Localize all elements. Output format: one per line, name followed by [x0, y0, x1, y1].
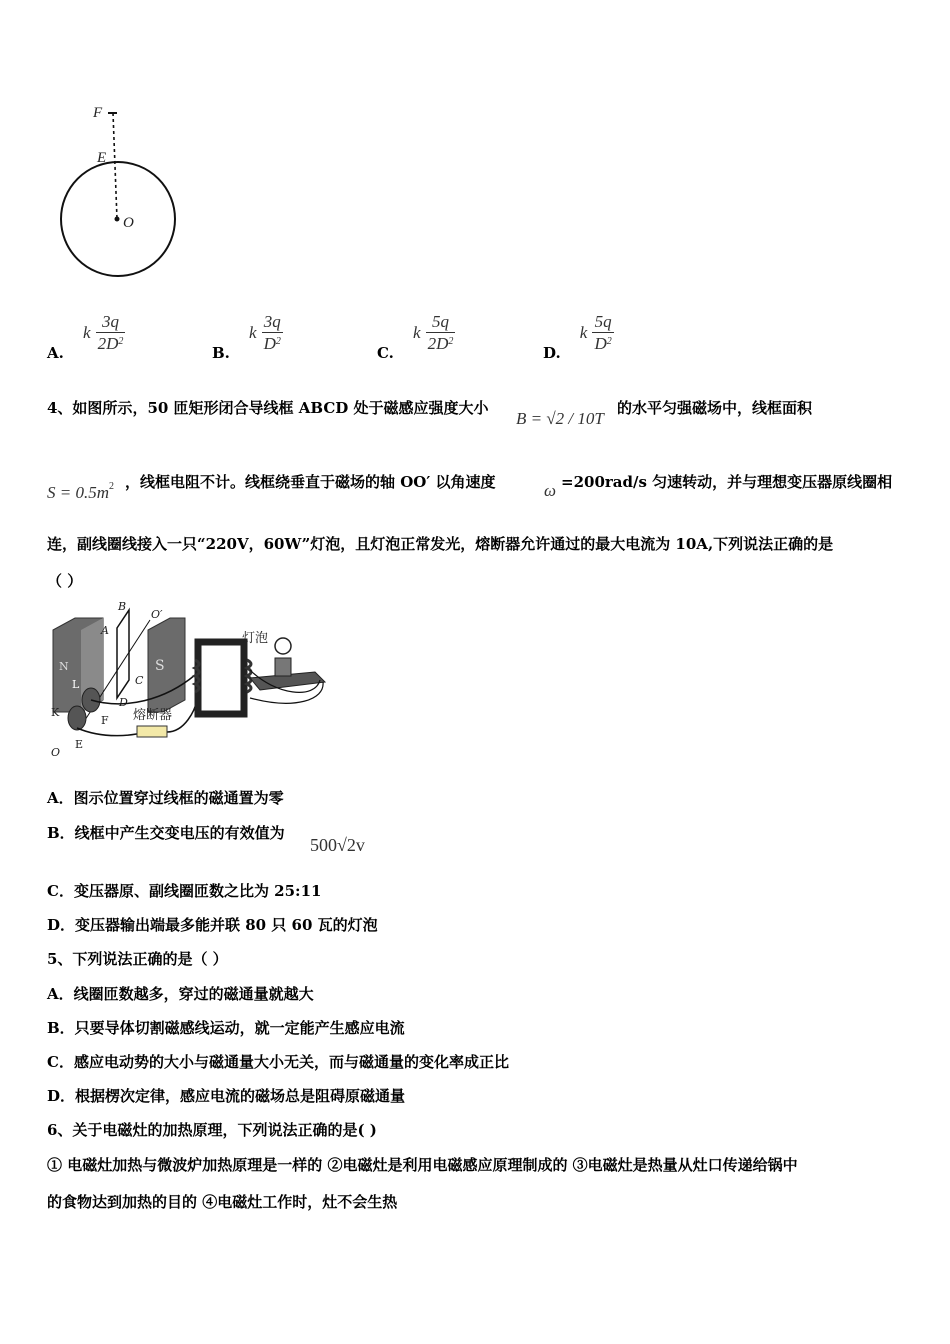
fraction: $\frac{3q}{D^2}$ [263, 312, 281, 353]
label-S: S [155, 658, 165, 674]
q6-statements-line1: ① 电磁灶加热与微波炉加热原理是一样的 ②电磁灶是利用电磁感应原理制成的 ③电磁灶是热量从灶口传递给锅中 [47, 1156, 798, 1174]
label-O-prime: O′ [151, 608, 163, 621]
fraction: $\frac{5q}{2D^2}$ [427, 312, 454, 353]
q4-formula-S: $S = 0.5m^2$ [47, 481, 114, 502]
label-F: F [101, 714, 109, 727]
q5-option-a: A．线圈匝数越多，穿过的磁通量就越大 [47, 985, 314, 1003]
center-dot [115, 217, 120, 222]
q5-option-b: B．只要导体切割磁感线运动，就一定能产生感应电流 [47, 1019, 405, 1037]
q4-option-c: C．变压器原、副线圈匝数之比为 25:11 [47, 882, 322, 900]
secondary-coil [247, 660, 251, 692]
coil-frame [117, 610, 129, 698]
q4-stem-line1-end: 的水平匀强磁场中，线框面积 [617, 399, 813, 417]
dashed-line-FO [113, 113, 117, 219]
q3-option-a: A. k $\frac{3q}{2D^2}$ [47, 312, 124, 362]
q4-stem-line2a: ，线框电阻不计。线框绕垂直于磁场的轴 OO′ 以角速度 [125, 473, 496, 491]
q5-option-c: C．感应电动势的大小与磁通量大小无关，而与磁通量的变化率成正比 [47, 1053, 509, 1071]
wire-primary-bottom [77, 728, 145, 736]
transformer-core [198, 642, 244, 714]
label-N: N [59, 660, 69, 673]
label-O: O [51, 746, 61, 759]
q4-option-a: A．图示位置穿过线框的磁通置为零 [47, 789, 284, 807]
slip-ring-2 [68, 706, 86, 730]
q4-formula-B: B = √2 / 10T [516, 409, 604, 428]
q4-option-b: B．线框中产生交变电压的有效值为 [47, 824, 285, 842]
q4-stem-line2b: =200rad/s 匀速转动，并与理想变压器原线圈相 [561, 473, 893, 491]
q4-stem-line4: （ ） [47, 572, 83, 590]
label-D: D [119, 696, 128, 709]
label-A: A [101, 624, 109, 637]
q3-option-d: D. k $\frac{5q}{D^2}$ [543, 312, 612, 362]
label-E: E [97, 150, 107, 166]
q4-stem-line3: 连，副线圈线接入一只“220V，60W”灯泡，且灯泡正常发光，熔断器允许通过的最大电流为 10A,下列说法正确的是 [47, 535, 834, 553]
label-C: C [135, 674, 144, 687]
q6-statements-line2: 的食物达到加热的目的 ④电磁灶工作时，灶不会生热 [47, 1193, 398, 1211]
lamp-socket [275, 658, 291, 676]
label-E: E [75, 738, 84, 751]
label-O: O [123, 215, 134, 231]
charge-circle-figure [55, 95, 185, 280]
lamp-bulb [275, 638, 291, 654]
q5-option-d: D．根据楞次定律，感应电流的磁场总是阻碍原磁通量 [47, 1087, 406, 1105]
q4-stem-line1: 4、如图所示，50 匝矩形闭合导线框 ABCD 处于磁感应强度大小 [47, 399, 489, 417]
label-B: B [118, 600, 127, 613]
lamp-label: 灯泡 [242, 631, 269, 646]
label-F: F [93, 105, 103, 121]
q3-option-b: B. k $\frac{3q}{D^2}$ [212, 312, 281, 362]
q4-option-d: D．变压器输出端最多能并联 80 只 60 瓦的灯泡 [47, 916, 378, 934]
q3-option-c: C. k $\frac{5q}{2D^2}$ [377, 312, 454, 362]
label-L: L [72, 678, 80, 691]
fraction: $\frac{3q}{2D^2}$ [97, 312, 124, 353]
label-K: K [51, 706, 60, 719]
q5-stem: 5、下列说法正确的是（ ） [47, 950, 228, 968]
generator-transformer-figure [45, 600, 330, 765]
fuse [137, 726, 167, 737]
fuse-label: 熔断器 [133, 708, 173, 723]
q4-option-b-formula: 500√2v [310, 835, 365, 855]
q4-omega: ω [544, 481, 557, 500]
fraction: $\frac{5q}{D^2}$ [594, 312, 612, 353]
q6-stem: 6、关于电磁灶的加热原理，下列说法正确的是( ) [47, 1121, 377, 1139]
